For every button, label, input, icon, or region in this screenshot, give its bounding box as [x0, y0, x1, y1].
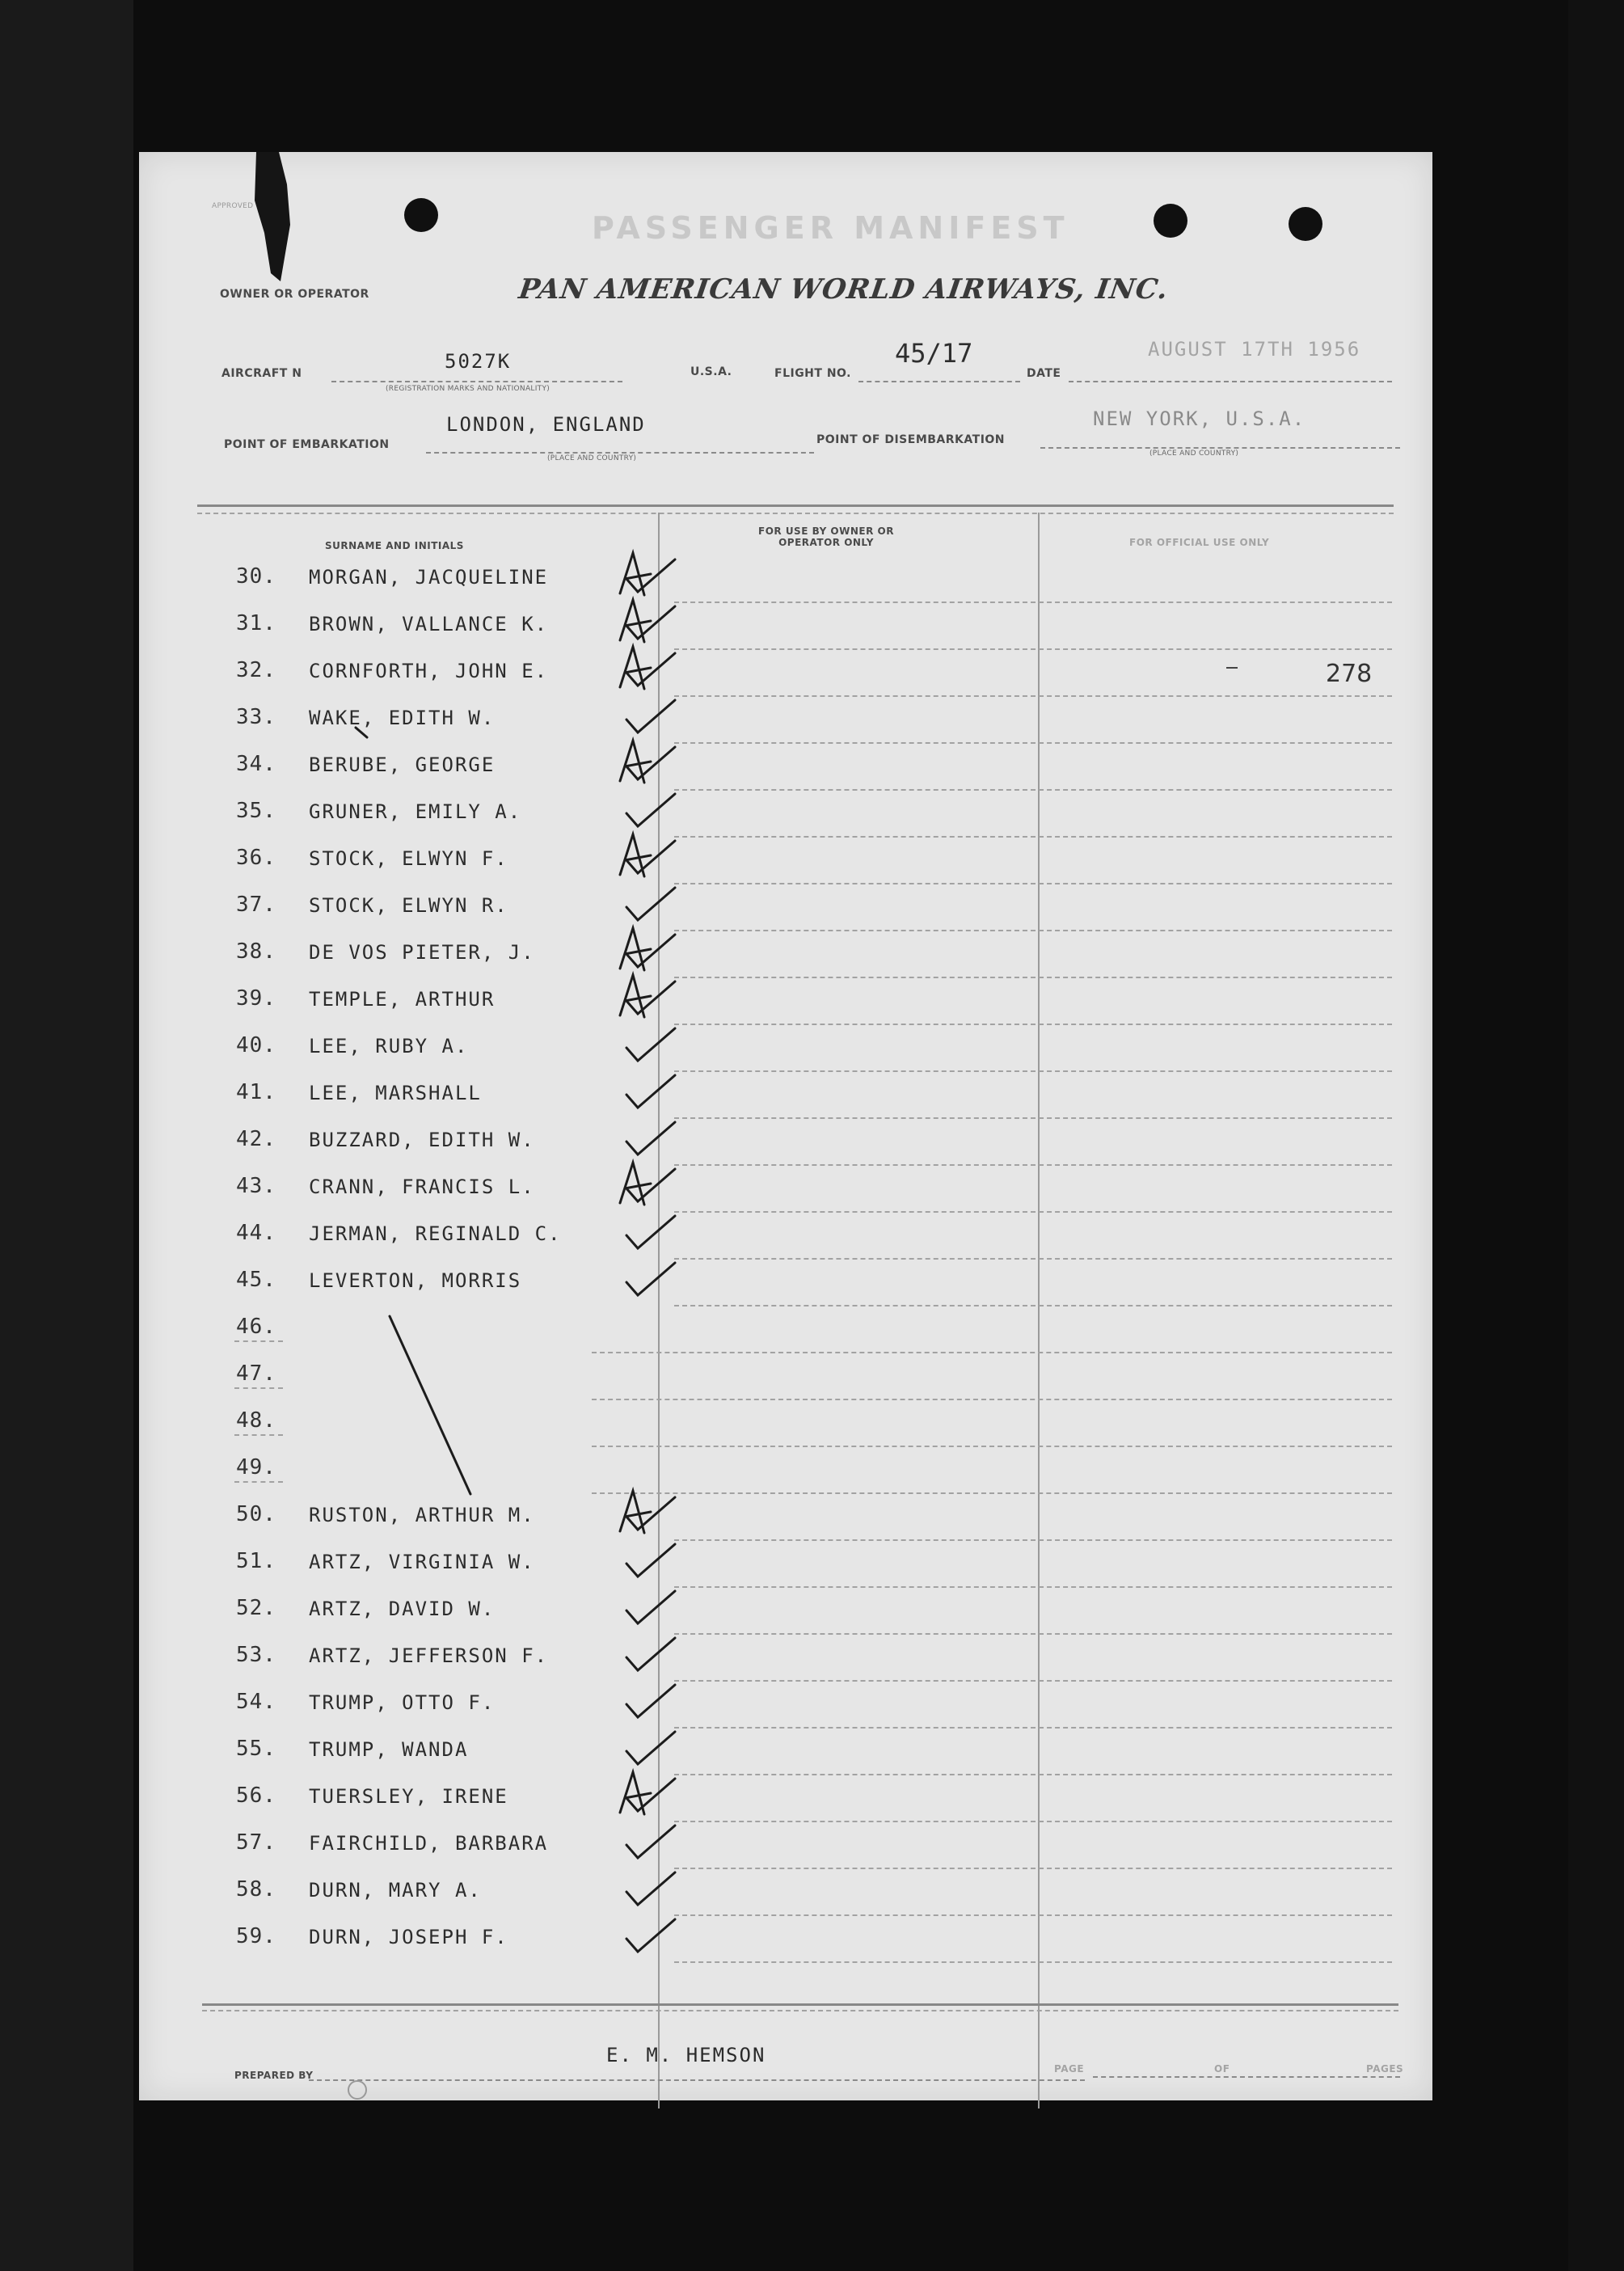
manifest-page	[139, 152, 1432, 2100]
row-rule	[674, 742, 1392, 744]
passenger-number: 44.	[236, 1221, 276, 1245]
passenger-number: 56.	[236, 1783, 276, 1808]
letter-a-mark	[620, 647, 651, 689]
passenger-number: 46.	[236, 1315, 276, 1339]
passenger-number: 37.	[236, 893, 276, 917]
punch-hole	[1289, 207, 1322, 241]
blank-number-underline	[234, 1434, 283, 1436]
check-mark	[626, 747, 675, 779]
letter-a-mark	[620, 1163, 651, 1205]
passenger-number: 45.	[236, 1268, 276, 1292]
check-mark	[626, 1028, 675, 1061]
row-rule	[674, 1727, 1392, 1729]
passenger-number: 59.	[236, 1924, 276, 1948]
punch-hole	[404, 198, 438, 232]
embarkation-label: POINT OF EMBARKATION	[224, 438, 390, 451]
page-label: PAGE	[1054, 2063, 1085, 2075]
page-title: PASSENGER MANIFEST	[592, 210, 1069, 246]
date-label: DATE	[1027, 367, 1061, 380]
passenger-number: 33.	[236, 705, 276, 729]
column-header-owner: FOR USE BY OWNER OR OPERATOR ONLY	[758, 526, 894, 548]
check-mark	[626, 1263, 675, 1295]
row-rule	[674, 1868, 1392, 1869]
passenger-number: 31.	[236, 611, 276, 635]
airline-name: PAN AMERICAN WORLD AIRWAYS, INC.	[517, 273, 1171, 306]
scan-frame-left	[0, 0, 133, 2271]
passenger-name: WAKE, EDITH W.	[309, 707, 496, 729]
passenger-number: 43.	[236, 1174, 276, 1198]
passenger-name: DURN, MARY A.	[309, 1879, 482, 1902]
check-mark	[626, 1919, 675, 1952]
row-rule	[592, 1399, 1392, 1400]
letter-a-mark	[620, 741, 651, 783]
prepared-by: E. M. HEMSON	[606, 2044, 766, 2066]
column-header-official: FOR OFFICIAL USE ONLY	[1129, 537, 1270, 548]
passenger-name: TRUMP, OTTO F.	[309, 1691, 496, 1714]
passenger-name: GRUNER, EMILY A.	[309, 800, 522, 823]
passenger-name: ARTZ, JEFFERSON F.	[309, 1644, 549, 1667]
check-mark	[626, 1779, 675, 1811]
check-mark	[626, 1169, 675, 1201]
pages-label: PAGES	[1366, 2063, 1404, 2075]
check-mark	[626, 606, 675, 639]
usa-label: U.S.A.	[690, 365, 732, 378]
passenger-number: 40.	[236, 1033, 276, 1057]
passenger-number: 48.	[236, 1408, 276, 1433]
flight-number: 45/17	[895, 338, 973, 369]
passenger-number: 35.	[236, 799, 276, 823]
check-mark	[626, 653, 675, 686]
letter-a-mark	[620, 553, 651, 595]
row-rule	[592, 1446, 1392, 1447]
aircraft-label: AIRCRAFT N	[221, 367, 302, 380]
row-rule	[674, 1539, 1392, 1541]
passenger-name: DE VOS PIETER, J.	[309, 941, 535, 964]
embarkation-point: LONDON, ENGLAND	[446, 413, 646, 436]
passenger-number: 42.	[236, 1127, 276, 1151]
letter-a-mark	[620, 1772, 651, 1814]
passenger-name: ARTZ, DAVID W.	[309, 1598, 496, 1620]
passenger-name: MORGAN, JACQUELINE	[309, 566, 549, 589]
passenger-name: TEMPLE, ARTHUR	[309, 988, 496, 1011]
check-mark	[626, 981, 675, 1014]
passenger-number: 34.	[236, 752, 276, 776]
column-divider	[658, 513, 660, 2108]
letter-a-mark	[620, 1491, 651, 1533]
blank-number-underline	[234, 1481, 283, 1483]
blank-number-underline	[234, 1387, 283, 1389]
disembarkation-point: NEW YORK, U.S.A.	[1093, 407, 1306, 430]
row-rule	[674, 1914, 1392, 1916]
passenger-number: 38.	[236, 939, 276, 964]
row-rule	[674, 977, 1392, 978]
passenger-name: CORNFORTH, JOHN E.	[309, 660, 549, 682]
disembark-caption: (PLACE AND COUNTRY)	[1149, 450, 1239, 458]
passenger-number: 53.	[236, 1643, 276, 1667]
official-note: 278	[1326, 660, 1373, 688]
passenger-number: 52.	[236, 1596, 276, 1620]
passenger-number: 49.	[236, 1455, 276, 1480]
table-top-rule	[197, 504, 1394, 507]
check-mark	[626, 1122, 675, 1154]
row-rule	[674, 836, 1392, 838]
scan-frame-right	[1568, 0, 1624, 2271]
official-dash	[1226, 667, 1238, 669]
row-rule	[674, 789, 1392, 791]
passenger-name: STOCK, ELWYN R.	[309, 894, 508, 917]
row-rule	[674, 1961, 1392, 1963]
check-mark	[626, 1591, 675, 1623]
passenger-name: TRUMP, WANDA	[309, 1738, 469, 1761]
row-rule	[674, 1024, 1392, 1025]
passenger-number: 51.	[236, 1549, 276, 1573]
strike-line	[390, 1316, 470, 1494]
passenger-name: STOCK, ELWYN F.	[309, 847, 508, 870]
passenger-name: LEE, MARSHALL	[309, 1082, 482, 1104]
row-rule	[674, 1821, 1392, 1822]
passenger-number: 32.	[236, 658, 276, 682]
check-mark	[626, 1872, 675, 1905]
check-mark	[626, 935, 675, 967]
row-rule	[674, 1258, 1392, 1260]
passenger-name: LEE, RUBY A.	[309, 1035, 469, 1057]
prepared-by-label: PREPARED BY	[234, 2070, 314, 2081]
check-mark	[626, 1732, 675, 1764]
check-mark	[626, 1685, 675, 1717]
check-mark	[626, 1216, 675, 1248]
passenger-name: CRANN, FRANCIS L.	[309, 1176, 535, 1198]
passenger-name: BERUBE, GEORGE	[309, 753, 496, 776]
passenger-name: BUZZARD, EDITH W.	[309, 1129, 535, 1151]
footer-seal	[344, 2079, 377, 2103]
owner-label: OWNER OR OPERATOR	[220, 288, 369, 301]
row-rule	[592, 1352, 1392, 1353]
row-rule	[674, 883, 1392, 884]
letter-a-mark	[620, 834, 651, 876]
passenger-name: LEVERTON, MORRIS	[309, 1269, 522, 1292]
row-rule	[674, 1117, 1392, 1119]
passenger-name: ARTZ, VIRGINIA W.	[309, 1551, 535, 1573]
row-rule	[674, 930, 1392, 931]
passenger-number: 47.	[236, 1361, 276, 1386]
check-mark	[626, 1075, 675, 1108]
passenger-name: RUSTON, ARTHUR M.	[309, 1504, 535, 1526]
passenger-number: 30.	[236, 564, 276, 589]
row-rule	[674, 1586, 1392, 1588]
passenger-number: 39.	[236, 986, 276, 1011]
row-rule	[674, 1633, 1392, 1635]
check-mark	[626, 559, 675, 592]
letter-a-mark	[620, 600, 651, 642]
passenger-name: JERMAN, REGINALD C.	[309, 1222, 562, 1245]
passenger-number: 55.	[236, 1737, 276, 1761]
row-rule	[674, 648, 1392, 650]
letter-a-mark	[620, 975, 651, 1017]
ink-blot	[248, 152, 305, 289]
punch-hole	[1154, 204, 1187, 238]
passenger-number: 41.	[236, 1080, 276, 1104]
row-rule	[592, 1492, 1392, 1494]
check-mark	[626, 888, 675, 920]
check-mark	[626, 841, 675, 873]
registration-caption: (REGISTRATION MARKS AND NATIONALITY)	[386, 385, 550, 393]
passenger-number: 36.	[236, 846, 276, 870]
flight-date: AUGUST 17TH 1956	[1148, 338, 1361, 361]
letter-a-mark	[620, 928, 651, 970]
row-rule	[674, 695, 1392, 697]
disembarkation-label: POINT OF DISEMBARKATION	[816, 433, 1006, 446]
passenger-number: 57.	[236, 1830, 276, 1855]
check-mark	[626, 700, 675, 732]
blank-number-underline	[234, 1340, 283, 1342]
row-rule	[674, 1680, 1392, 1682]
check-mark	[626, 1544, 675, 1577]
passenger-number: 54.	[236, 1690, 276, 1714]
check-mark	[626, 1826, 675, 1858]
passenger-name: TUERSLEY, IRENE	[309, 1785, 508, 1808]
passenger-name: FAIRCHILD, BARBARA	[309, 1832, 549, 1855]
passenger-number: 58.	[236, 1877, 276, 1902]
check-mark	[626, 1497, 675, 1530]
check-mark	[626, 794, 675, 826]
passenger-name: BROWN, VALLANCE K.	[309, 613, 549, 635]
row-rule	[674, 1305, 1392, 1306]
row-rule	[674, 1070, 1392, 1072]
approval-stamp: APPROVED	[212, 202, 254, 210]
column-header-names: SURNAME AND INITIALS	[325, 540, 464, 551]
check-mark	[626, 1638, 675, 1670]
flight-label: FLIGHT NO.	[774, 367, 851, 380]
row-rule	[674, 1164, 1392, 1166]
passenger-number: 50.	[236, 1502, 276, 1526]
of-label: OF	[1214, 2063, 1230, 2075]
embark-caption: (PLACE AND COUNTRY)	[547, 454, 637, 462]
row-rule	[674, 602, 1392, 603]
table-bottom-rule	[202, 2003, 1398, 2006]
passenger-name: DURN, JOSEPH F.	[309, 1926, 508, 1948]
row-rule	[674, 1774, 1392, 1775]
aircraft-number: 5027K	[445, 350, 512, 373]
row-rule	[674, 1211, 1392, 1213]
